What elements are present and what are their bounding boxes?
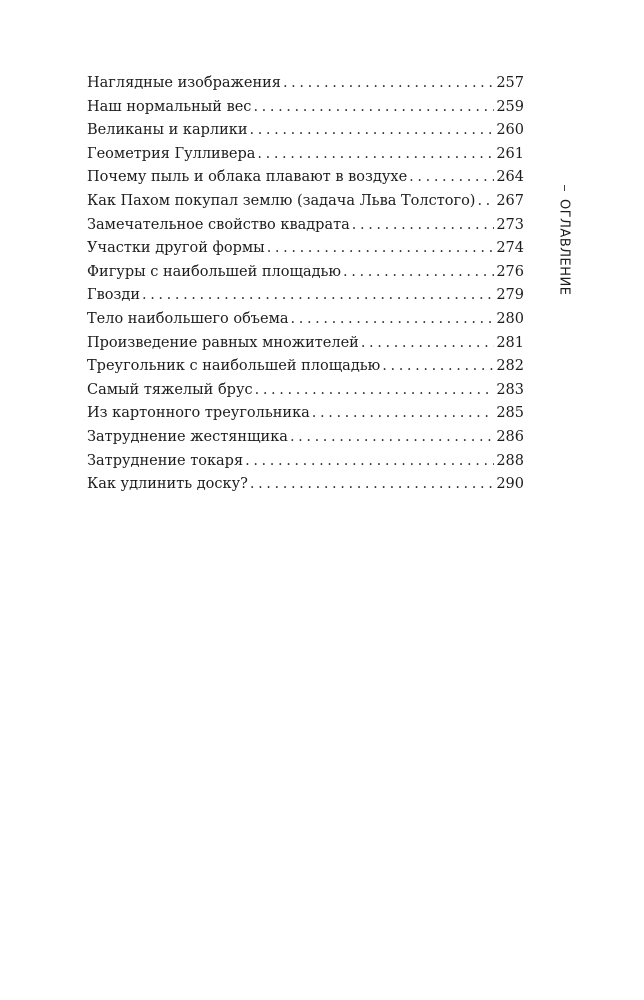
toc-entry-page: 276 [496, 263, 524, 280]
dot-leader [245, 450, 494, 474]
dot-leader [291, 308, 495, 332]
dot-leader [361, 332, 494, 356]
table-of-contents [87, 72, 524, 497]
toc-entry [87, 166, 524, 190]
toc-entry-title: Великаны и карлики [87, 122, 248, 139]
toc-entry [87, 214, 524, 238]
dot-leader [142, 284, 494, 308]
dot-leader [343, 261, 494, 285]
toc-entry-page: 279 [496, 287, 524, 304]
dot-leader [267, 237, 495, 261]
toc-entry-title: Треугольник с наибольшей площадью [87, 358, 381, 375]
toc-entry [87, 96, 524, 120]
toc-entry-page: 264 [496, 169, 524, 186]
toc-entry-page: 280 [496, 310, 524, 327]
toc-entry [87, 237, 524, 261]
dot-leader [250, 119, 495, 143]
toc-entry-title: Фигуры с наибольшей площадью [87, 263, 342, 280]
dot-leader [312, 402, 495, 426]
toc-entry-page: 290 [496, 476, 524, 493]
toc-entry [87, 261, 524, 285]
toc-entry-page: 273 [496, 216, 524, 233]
toc-entry [87, 473, 524, 497]
dot-leader [477, 190, 494, 214]
dot-leader [283, 72, 494, 96]
dot-leader [382, 355, 494, 379]
toc-entry-title: Геометрия Гулливера [87, 145, 256, 162]
toc-entry [87, 190, 524, 214]
toc-entry [87, 402, 524, 426]
toc-entry-title: Участки другой формы [87, 240, 265, 257]
toc-entry [87, 72, 524, 96]
section-tab-divider [564, 185, 565, 191]
toc-entry-page: 260 [496, 122, 524, 139]
toc-entry [87, 143, 524, 167]
dot-leader [253, 96, 494, 120]
toc-entry-page: 283 [496, 381, 524, 398]
toc-entry-title: Наш нормальный вес [87, 98, 252, 115]
toc-entry-title: Самый тяжелый брус [87, 381, 253, 398]
toc-entry-page: 261 [496, 145, 524, 162]
toc-entry [87, 284, 524, 308]
dot-leader [257, 143, 494, 167]
toc-entry-title: Затруднение жестянщика [87, 428, 288, 445]
toc-entry-page: 285 [496, 405, 524, 422]
toc-entry-title: Как Пахом покупал землю (задача Льва Толстого) [87, 192, 476, 209]
toc-entry-page: 281 [496, 334, 524, 351]
toc-entry-title: Наглядные изображения [87, 75, 281, 91]
toc-entry-title: Произведение равных множителей [87, 334, 359, 351]
dot-leader [255, 379, 495, 403]
toc-entry [87, 426, 524, 450]
toc-entry [87, 119, 524, 143]
toc-entry [87, 355, 524, 379]
toc-entry [87, 332, 524, 356]
toc-entry-title: Замечательное свойство квадрата [87, 216, 350, 233]
toc-entry-page: 288 [496, 452, 524, 469]
toc-entry [87, 308, 524, 332]
toc-entry-page: 257 [496, 75, 524, 91]
toc-entry-page: 267 [496, 192, 524, 209]
toc-entry [87, 379, 524, 403]
section-tab [549, 185, 579, 295]
toc-entry-page: 274 [496, 240, 524, 257]
toc-entry-title: Затруднение токаря [87, 452, 244, 469]
section-tab-label: ОГЛАВЛЕНИЕ [556, 198, 572, 295]
dot-leader [352, 214, 495, 238]
toc-entry-title: Как удлинить доску? [87, 476, 248, 493]
toc-entry [87, 450, 524, 474]
toc-entry-title: Тело наибольшего объема [87, 310, 289, 327]
toc-entry-page: 282 [496, 358, 524, 375]
dot-leader [290, 426, 494, 450]
dot-leader [250, 473, 494, 497]
dot-leader [409, 166, 494, 190]
toc-entry-page: 259 [496, 98, 524, 115]
toc-entry-title: Почему пыль и облака плавают в воздухе [87, 169, 408, 186]
toc-entry-page: 286 [496, 428, 524, 445]
toc-entry-title: Гвозди [87, 287, 140, 304]
toc-entry-title: Из картонного треугольника [87, 405, 310, 422]
